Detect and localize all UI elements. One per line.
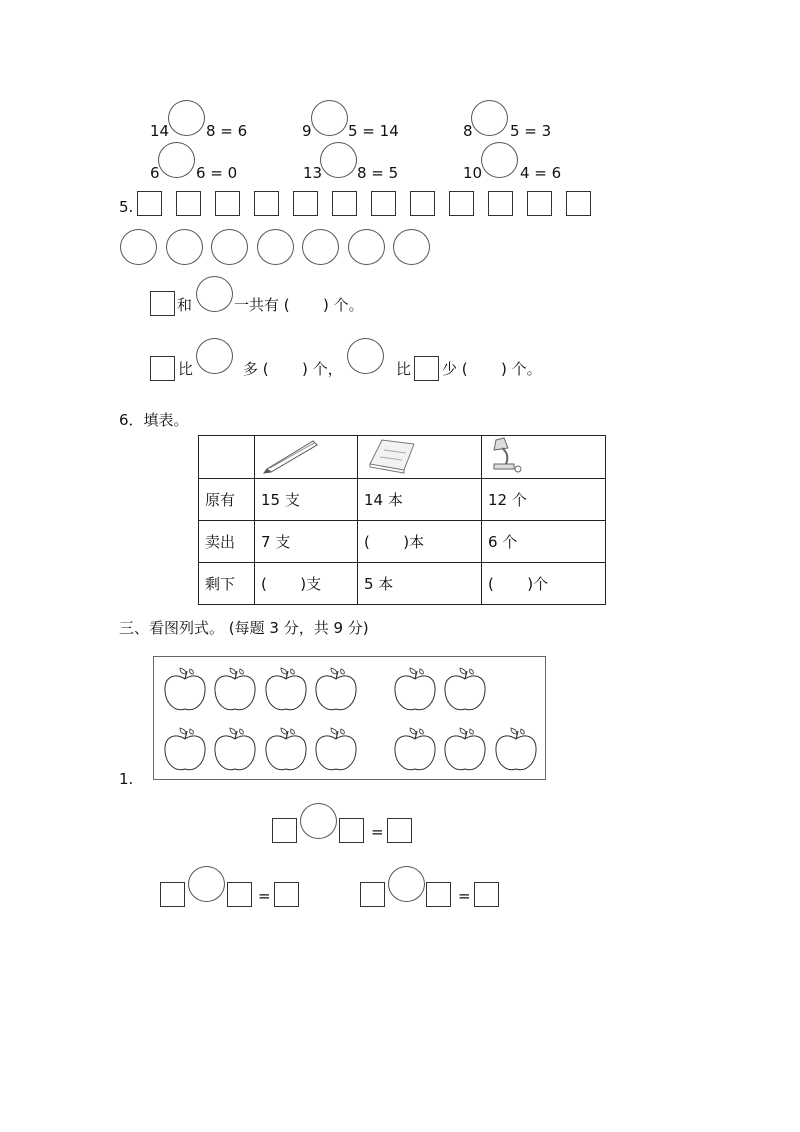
operator-circle[interactable] [188, 866, 225, 902]
text-total: 一共有 ( ) 个。 [234, 296, 364, 314]
answer-square[interactable] [274, 882, 299, 907]
eq-right: 5 = 14 [348, 122, 399, 140]
eq-left: 6 [150, 164, 160, 182]
answer-square[interactable] [387, 818, 412, 843]
table-cell[interactable]: ( )个 [482, 563, 606, 605]
text-compare: 比 [178, 360, 194, 378]
answer-circle[interactable] [196, 338, 233, 374]
answer-square[interactable] [339, 818, 364, 843]
counting-square [371, 191, 396, 216]
row-label: 剩下 [199, 563, 255, 605]
table-row [199, 521, 606, 563]
counting-circle [211, 229, 248, 265]
table-header-row [199, 436, 606, 479]
apple-icon [442, 665, 488, 713]
answer-square[interactable] [150, 291, 175, 316]
answer-square[interactable] [414, 356, 439, 381]
apple-icon [263, 725, 309, 773]
table-cell: 14 本 [358, 479, 482, 521]
table-cell: 6 个 [482, 521, 606, 563]
operator-circle[interactable] [300, 803, 337, 839]
table-cell: 15 支 [255, 479, 358, 521]
eq-right: 8 = 5 [357, 164, 399, 182]
counting-circle [120, 229, 157, 265]
operator-circle[interactable] [320, 142, 357, 178]
counting-square [410, 191, 435, 216]
apple-icon [263, 665, 309, 713]
eq-left: 14 [150, 122, 170, 140]
apple-icon [162, 665, 208, 713]
counting-square [176, 191, 201, 216]
answer-square[interactable] [474, 882, 499, 907]
counting-circle [302, 229, 339, 265]
answer-square[interactable] [150, 356, 175, 381]
counting-square [488, 191, 513, 216]
apple-picture [153, 656, 546, 780]
apple-icon [493, 725, 539, 773]
apple-icon [392, 665, 438, 713]
pencil-icon [255, 436, 358, 479]
apple-icon [392, 725, 438, 773]
eq-right: 5 = 3 [510, 122, 552, 140]
counting-circle [393, 229, 430, 265]
apple-icon [442, 725, 488, 773]
eq-left: 10 [463, 164, 483, 182]
equals-sign: = [371, 823, 384, 841]
apple-icon [313, 725, 359, 773]
counting-square [332, 191, 357, 216]
apple-icon [313, 665, 359, 713]
text-and: 和 [177, 296, 193, 314]
operator-circle[interactable] [471, 100, 508, 136]
row-label: 原有 [199, 479, 255, 521]
answer-square[interactable] [160, 882, 185, 907]
question-number: 1. [119, 770, 134, 788]
apple-icon [162, 725, 208, 773]
table-cell[interactable]: ( )支 [255, 563, 358, 605]
operator-circle[interactable] [481, 142, 518, 178]
eq-right: 4 = 6 [520, 164, 562, 182]
fill-table [198, 435, 606, 605]
apple-icon [212, 665, 258, 713]
text-more: 多 ( ) 个， [243, 360, 343, 378]
table-cell: 5 本 [358, 563, 482, 605]
row-label: 卖出 [199, 521, 255, 563]
eq-left: 8 [463, 122, 473, 140]
eq-right: 8 = 6 [206, 122, 248, 140]
table-row [199, 479, 606, 521]
answer-circle[interactable] [347, 338, 384, 374]
question-title: 6．填表。 [119, 411, 189, 429]
answer-circle[interactable] [196, 276, 233, 312]
counting-circle [166, 229, 203, 265]
text-less: 少 ( ) 个。 [442, 360, 542, 378]
table-cell: 7 支 [255, 521, 358, 563]
eq-right: 6 = 0 [196, 164, 238, 182]
counting-square [254, 191, 279, 216]
counting-square [449, 191, 474, 216]
eq-left: 9 [302, 122, 312, 140]
equals-sign: = [258, 887, 271, 905]
counting-square [527, 191, 552, 216]
counting-square [566, 191, 591, 216]
text-compare: 比 [396, 360, 412, 378]
operator-circle[interactable] [388, 866, 425, 902]
operator-circle[interactable] [168, 100, 205, 136]
counting-circle [257, 229, 294, 265]
operator-circle[interactable] [311, 100, 348, 136]
counting-square [293, 191, 318, 216]
table-cell[interactable]: ( )本 [358, 521, 482, 563]
eq-left: 13 [303, 164, 323, 182]
counting-square [215, 191, 240, 216]
table-row [199, 563, 606, 605]
desk-lamp-icon [482, 436, 606, 479]
table-cell: 12 个 [482, 479, 606, 521]
equals-sign: = [458, 887, 471, 905]
book-icon [358, 436, 482, 479]
apple-icon [212, 725, 258, 773]
answer-square[interactable] [272, 818, 297, 843]
answer-square[interactable] [426, 882, 451, 907]
counting-circle [348, 229, 385, 265]
counting-square [137, 191, 162, 216]
section-title: 三、看图列式。 (每题 3 分，共 9 分) [119, 619, 369, 637]
answer-square[interactable] [227, 882, 252, 907]
operator-circle[interactable] [158, 142, 195, 178]
question-number: 5. [119, 198, 134, 216]
answer-square[interactable] [360, 882, 385, 907]
